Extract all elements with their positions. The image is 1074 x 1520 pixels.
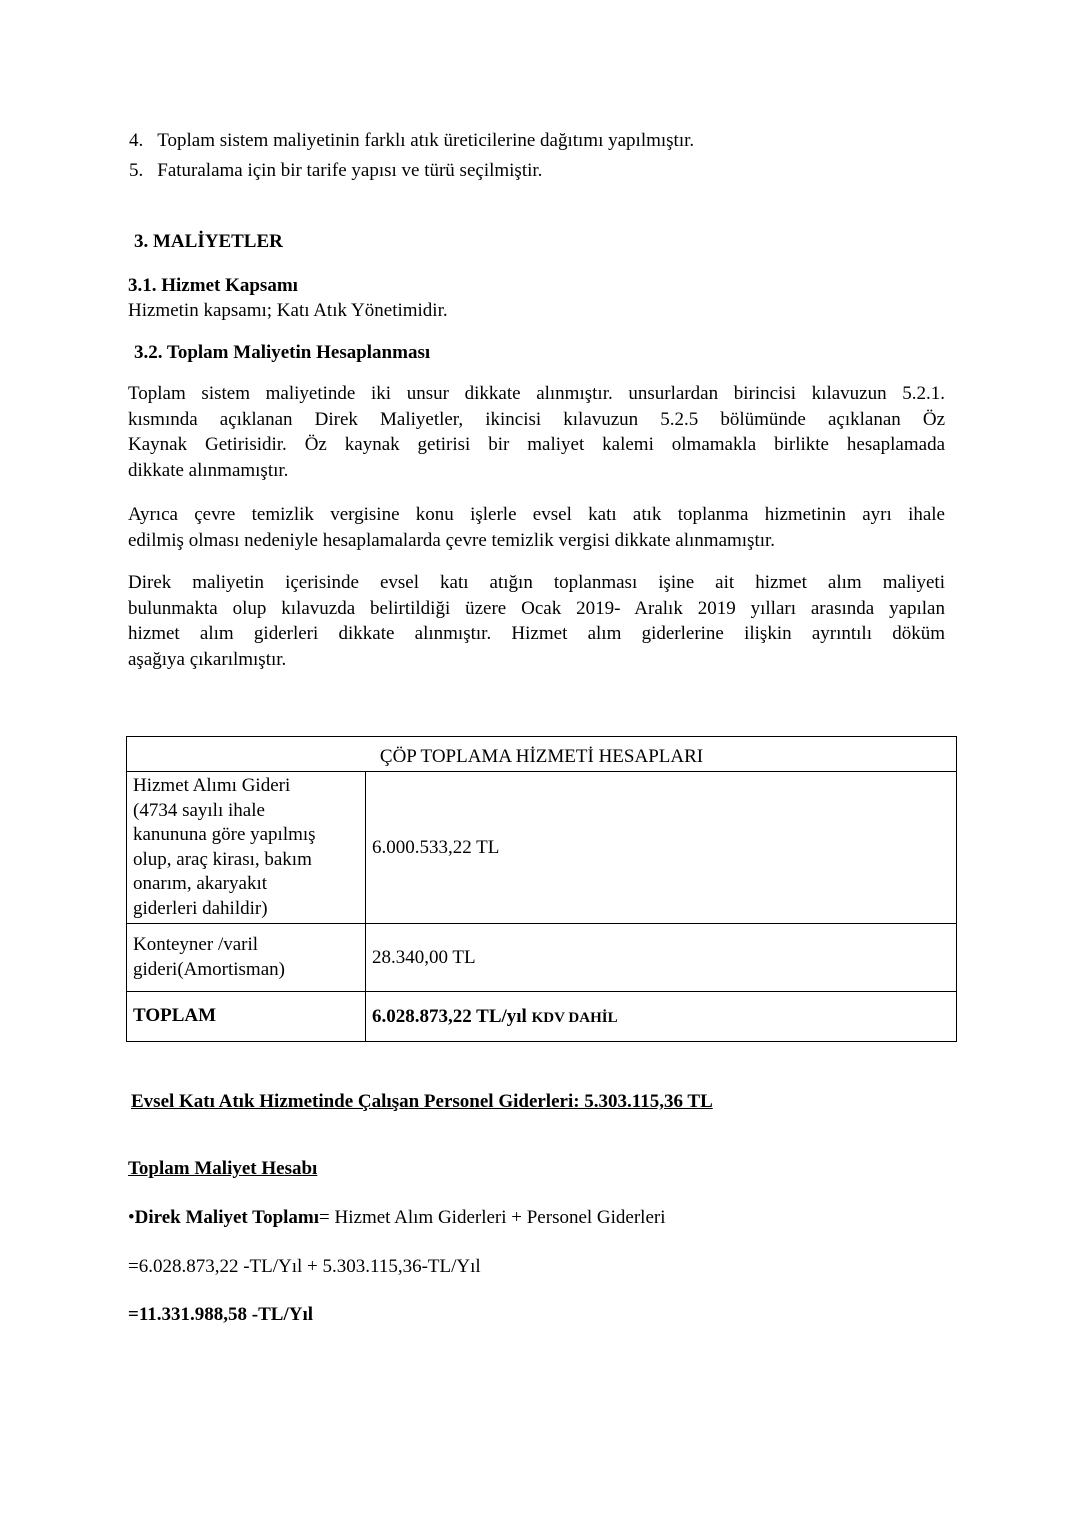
list-number: 5. [129,160,144,181]
table-cell-value: 28.340,00 TL [366,924,957,992]
label-line: (4734 sayılı ihale [133,799,265,821]
list-text: Faturalama için bir tarife yapısı ve türü seçilmiştir. [157,160,543,181]
label-line: olup, araç kirası, bakım [133,848,312,870]
table-total-label: TOPLAM [127,992,366,1042]
calculation-line: =6.028.873,22 -TL/Yıl + 5.303.115,36-TL/Yıl [128,1256,481,1277]
subsection-title: 3.2. Toplam Maliyetin Hesaplanması [134,342,431,363]
subsection-text: Hizmetin kapsamı; Katı Atık Yönetimidir. [128,300,448,321]
label-line: giderleri dahildir) [133,897,268,919]
label-line: Konteyner /varil [133,934,259,955]
list-text: Toplam sistem maliyetinin farklı atık üreticilerine dağıtımı yapılmıştır. [157,130,695,151]
list-item-4 [129,129,694,153]
label-line: kanununa göre yapılmış [133,824,316,845]
paragraph-line: hizmet alım giderleri dikkate alınmıştır. Hizmet alım giderlerine ilişkin ayrıntılı döküm [128,623,945,644]
direct-cost-formula [128,1206,666,1230]
table-row [127,924,957,992]
table-row [127,772,957,924]
vat-note: KDV DAHİL [531,1009,618,1026]
paragraph-line: Direk maliyetin içerisinde evsel katı atığın toplanması işine ait hizmet alım maliyeti [128,572,945,593]
paragraph-line: kısmında açıklanan Direk Maliyetler, ikincisi kılavuzun 5.2.5 bölümünde açıklanan Öz [128,408,945,430]
total-amount: 6.028.873,22 TL/yıl [372,1005,527,1027]
subsection-title: 3.1. Hizmet Kapsamı [128,275,298,296]
table-total-value [366,992,957,1042]
paragraph-line: dikkate alınmamıştır. [128,459,289,481]
personnel-costs: Evsel Katı Atık Hizmetinde Çalışan Personel Giderleri: 5.303.115,36 TL [131,1091,713,1112]
paragraph [128,381,945,483]
result-line: =11.331.988,58 -TL/Yıl [128,1304,314,1325]
formula-text: = Hizmet Alım Giderleri + Personel Giderleri [319,1207,666,1228]
paragraph-line: Toplam sistem maliyetinde iki unsur dikkate alınmıştır. unsurlardan birincisi kılavuzun 5.2.1. [128,383,945,404]
cost-table [126,736,957,1042]
total-cost-title: Toplam Maliyet Hesabı [128,1158,318,1179]
label-line: gideri(Amortisman) [133,958,285,980]
label-line: Hizmet Alımı Gideri [133,775,291,796]
paragraph-line: Kaynak Getirisidir. Öz kaynak getirisi bir maliyet kalemi olmamakla birlikte hesaplamada [128,434,945,455]
table-header-row [127,737,957,772]
bullet: • [128,1207,135,1228]
section-title: 3. MALİYETLER [134,231,283,252]
paragraph-line: aşağıya çıkarılmıştır. [128,648,287,670]
label-line: onarım, akaryakıt [133,873,268,894]
paragraph [128,502,945,553]
table-cell-label [127,772,366,924]
table-header: ÇÖP TOPLAMA HİZMETİ HESAPLARI [127,737,957,772]
table-cell-value: 6.000.533,22 TL [366,772,957,924]
paragraph-line: bulunmakta olup kılavuzda belirtildiği üzere Ocak 2019- Aralık 2019 yılları arasında yapılan [128,597,945,619]
table-cell-label [127,924,366,992]
paragraph [128,570,945,672]
table-total-row [127,992,957,1042]
list-number: 4. [129,130,144,151]
paragraph-line: Ayrıca çevre temizlik vergisine konu işlerle evsel katı atık toplanma hizmetinin ayrı ihale [128,504,945,525]
direct-cost-label: Direk Maliyet Toplamı [134,1207,320,1228]
list-item-5 [129,159,542,183]
paragraph-line: edilmiş olması nedeniyle hesaplamalarda çevre temizlik vergisi dikkate alınmamıştır. [128,529,776,551]
